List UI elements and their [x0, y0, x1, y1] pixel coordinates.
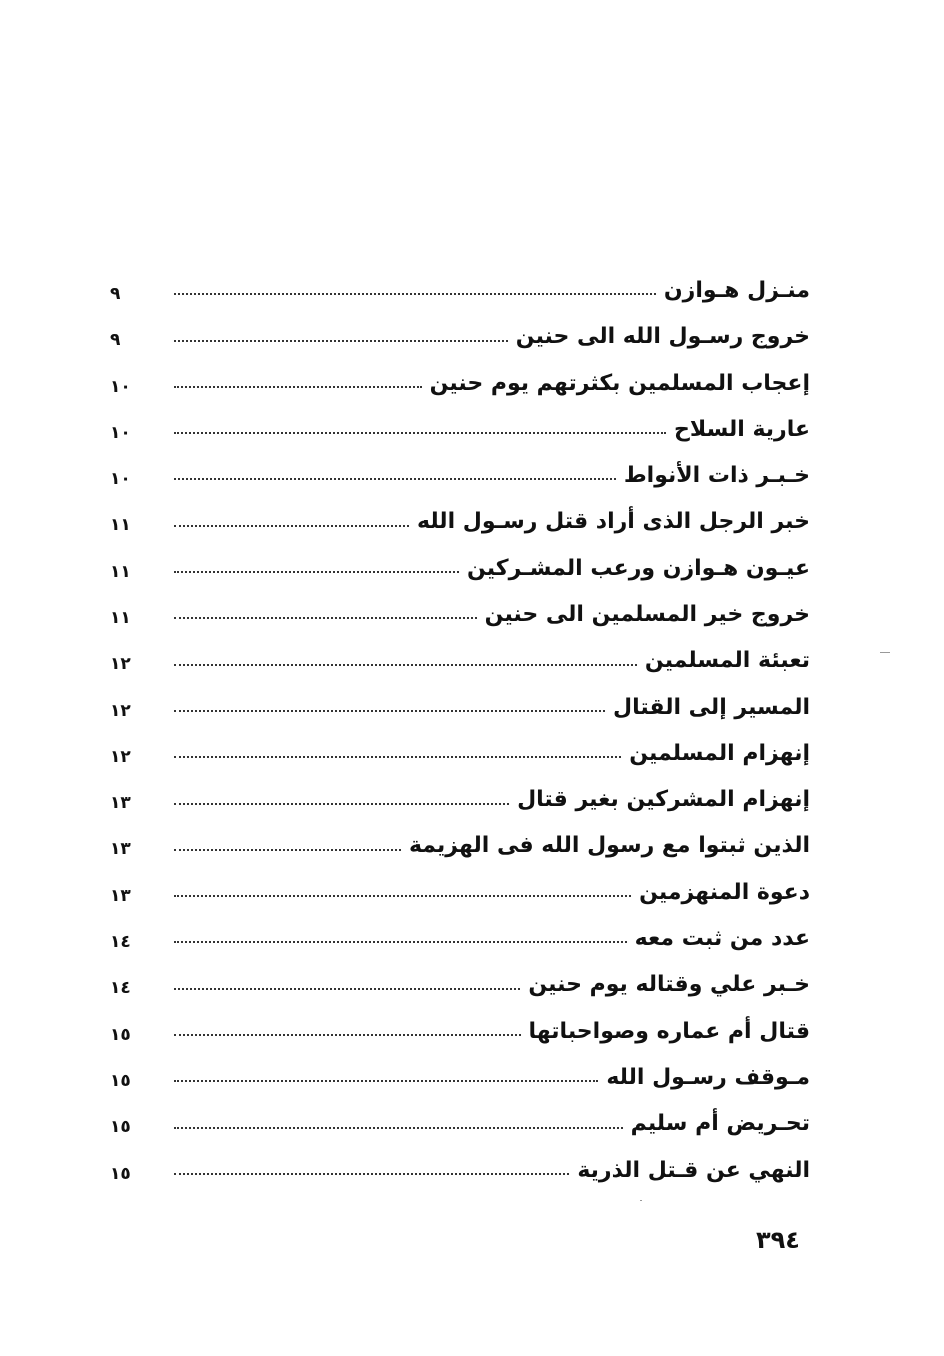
toc-entry-page: ١٥	[110, 1117, 131, 1138]
toc-entry	[110, 860, 810, 906]
scan-speck	[640, 1200, 642, 1201]
toc-entry	[110, 397, 810, 443]
toc-entry	[110, 1045, 810, 1091]
dot-leader	[174, 710, 605, 712]
dot-leader	[174, 756, 621, 758]
dot-leader	[174, 432, 666, 434]
page-number: ٣٩٤	[756, 1226, 800, 1254]
toc-entry-page: ١١	[110, 561, 131, 582]
toc-entry	[110, 767, 810, 813]
dot-leader	[174, 849, 401, 851]
toc-entry	[110, 1138, 810, 1184]
toc-entry-title: خروج رسـول الله الى حنين	[515, 324, 810, 350]
toc-entry-title: خبر الرجل الذى أراد قتل رسـول الله	[416, 509, 810, 535]
dot-leader	[174, 386, 422, 388]
dot-leader	[174, 293, 656, 295]
toc-entry-page: ٩	[110, 283, 121, 304]
dot-leader	[174, 803, 509, 805]
toc-entry-page: ١١	[110, 607, 131, 628]
toc-entry-title: إنهزام المشركين بغير قتال	[517, 787, 810, 813]
toc-entry-title: عدد من ثبت معه	[634, 926, 810, 952]
toc-entry-page: ١٤	[110, 932, 131, 953]
toc-entry-title: تحـريض أم سليم	[630, 1111, 810, 1137]
toc-entry-page: ١٠	[110, 422, 131, 443]
toc-entry	[110, 443, 810, 489]
toc-entry-title: النهي عن قـتل الذرية	[577, 1157, 810, 1183]
toc-entry	[110, 999, 810, 1045]
toc-entry	[110, 721, 810, 767]
toc-entry	[110, 814, 810, 860]
toc-entry-title: خـبـر ذات الأنواط	[623, 463, 810, 489]
dot-leader	[174, 664, 637, 666]
table-of-contents	[110, 258, 810, 1184]
toc-entry-page: ١٥	[110, 1024, 131, 1045]
dot-leader	[174, 617, 477, 619]
toc-entry-title: عارية السلاح	[674, 416, 810, 442]
toc-entry	[110, 906, 810, 952]
dot-leader	[174, 525, 409, 527]
toc-entry-title: خروج خير المسلمين الى حنين	[484, 601, 810, 627]
toc-entry	[110, 304, 810, 350]
toc-entry-page: ١٣	[110, 793, 131, 814]
toc-entry	[110, 489, 810, 535]
toc-entry-title: خـبر علي وقتاله يوم حنين	[528, 972, 810, 998]
dot-leader	[174, 1127, 623, 1129]
toc-entry-page: ٩	[110, 330, 121, 351]
dot-leader	[174, 895, 631, 897]
toc-entry-title: إعجاب المسلمين بكثرتهم يوم حنين	[429, 370, 810, 396]
dot-leader	[174, 478, 616, 480]
toc-entry-title: مـوقف رسـول الله	[606, 1064, 810, 1090]
toc-entry-page: ١٢	[110, 654, 131, 675]
toc-entry-title: الذين ثبتوا مع رسول الله فى الهزيمة	[408, 833, 810, 859]
toc-entry-title: تعبئة المسلمين	[644, 648, 810, 674]
toc-entry-page: ١٤	[110, 978, 131, 999]
toc-entry-title: المسير إلى القتال	[613, 694, 810, 720]
dot-leader	[174, 988, 520, 990]
toc-entry	[110, 351, 810, 397]
toc-entry	[110, 1091, 810, 1137]
scan-speck	[880, 652, 890, 653]
toc-entry-page: ١٠	[110, 376, 131, 397]
toc-entry-title: عيـون هـوازن ورعب المشـركين	[467, 555, 810, 581]
dot-leader	[174, 340, 508, 342]
toc-entry-title: منـزل هـوازن	[663, 277, 810, 303]
toc-entry-title: قتال أم عماره وصواحباتها	[528, 1018, 810, 1044]
dot-leader	[174, 571, 459, 573]
dot-leader	[174, 1034, 521, 1036]
dot-leader	[174, 1173, 569, 1175]
toc-entry-page: ١٣	[110, 885, 131, 906]
toc-entry-page: ١٢	[110, 746, 131, 767]
toc-entry-page: ١٣	[110, 839, 131, 860]
dot-leader	[174, 941, 627, 943]
toc-entry	[110, 675, 810, 721]
toc-entry-title: إنهزام المسلمين	[629, 740, 810, 766]
toc-entry	[110, 628, 810, 674]
dot-leader	[174, 1080, 598, 1082]
toc-entry	[110, 952, 810, 998]
toc-entry	[110, 582, 810, 628]
toc-entry-page: ١٠	[110, 469, 131, 490]
toc-entry-page: ١٥	[110, 1163, 131, 1184]
toc-entry-page: ١٥	[110, 1070, 131, 1091]
toc-entry	[110, 536, 810, 582]
toc-entry-page: ١٢	[110, 700, 131, 721]
toc-entry-page: ١١	[110, 515, 131, 536]
toc-entry-title: دعوة المنهزمين	[639, 879, 810, 905]
toc-entry	[110, 258, 810, 304]
